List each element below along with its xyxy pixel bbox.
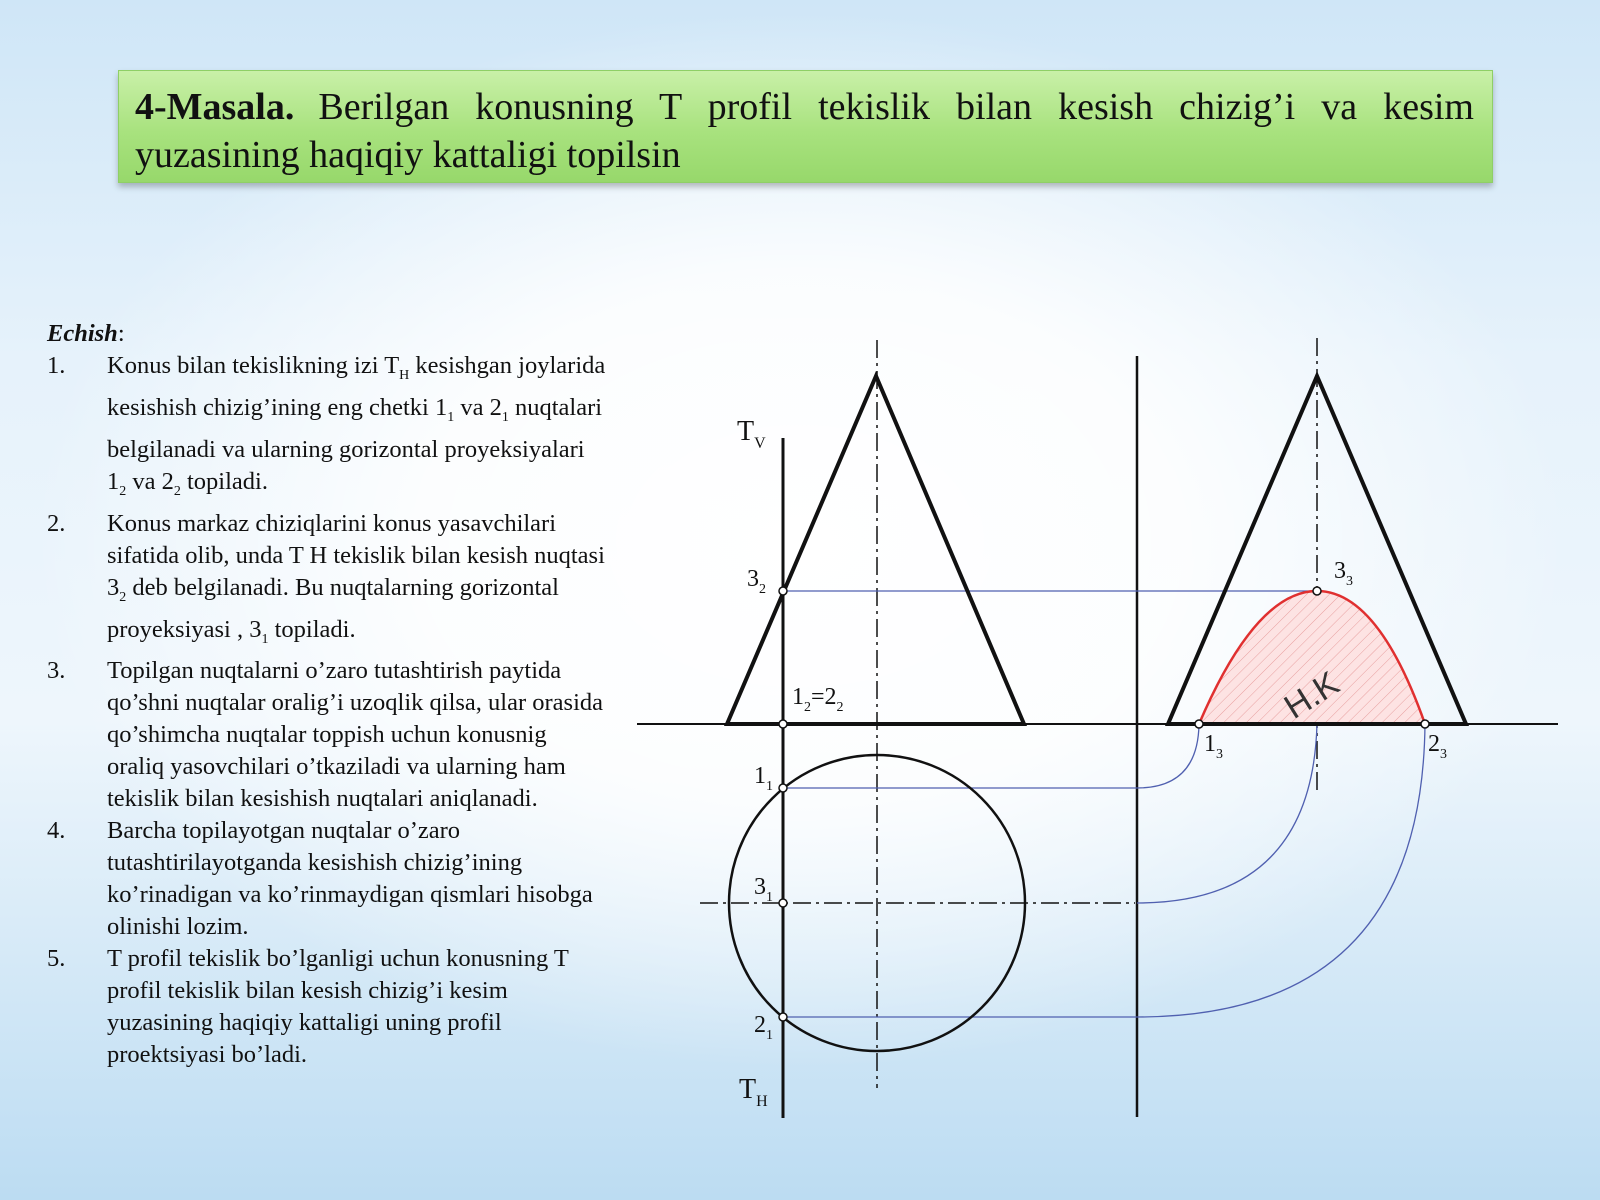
label-3-2: [747, 566, 766, 597]
label-sub: V: [754, 435, 766, 452]
step-number: 1.: [47, 352, 66, 379]
label-main: 3: [747, 566, 759, 592]
point-3-1: [779, 899, 787, 907]
step-text: Barcha topilayotgan nuqtalar o’zaro tutashtirilayotganda kesishish chizig’ining ko’rinadigan va ko’rinmaydigan qismlari hisobga olinishi lozim.: [107, 817, 593, 941]
step-text: Konus markaz chiziqlarini konus yasavchilari sifatida olib, unda T H tekislik bilan kesish nuqtasi $3_2$ deb belgilanadi. Bu nuqtalarning gorizontal proyeksiyasi , $3_1$ topiladi.: [107, 509, 605, 647]
cone-front-view: [727, 376, 1024, 724]
task-statement: Berilgan konusning T profil tekislik bilan kesish chizig’i va kesim yuzasining haqiqiy kattaligi topilsin: [135, 86, 1474, 176]
step-number: 4.: [47, 817, 66, 845]
label-sub: H: [756, 1093, 768, 1110]
point-1-3: [1195, 720, 1203, 728]
transfer-arc-3: [1137, 724, 1317, 903]
label-sub: 3: [1216, 747, 1223, 762]
label-sub: 3: [1346, 574, 1353, 589]
point-3-3: [1313, 587, 1321, 595]
label-3-3: [1334, 558, 1353, 589]
point-2-3: [1421, 720, 1429, 728]
label-a: 1: [792, 684, 804, 710]
label-eq: =: [811, 684, 825, 710]
label-sub: 1: [766, 890, 773, 905]
step-text: Topilgan nuqtalarni o’zaro tutashtirish paytida qo’shni nuqtalar oralig’i uzoqlik qilsa, ular orasida qo’shimcha nuqtalar toppish uchun konusnig oraliq yasovchilari o’tkaziladi va ularning ham tekislik bilan kesishish nuqtalari aniqlanadi.: [107, 657, 604, 813]
label-1-3: [1204, 731, 1223, 762]
step-text: Konus bilan tekislikning izi $T_H$ kesishgan joylarida kesishish chizig’ining eng chetki $1_1$ va $2_1$ nuqtalari belgilanadi va ularning gorizontal proyeksiyalari $1_2$ va $2_2$ topiladi.: [107, 352, 606, 499]
label-main: 3: [754, 874, 766, 900]
label-main: 2: [1428, 731, 1440, 757]
label-2-1: [754, 1012, 773, 1043]
step-number: 2.: [47, 509, 66, 537]
transfer-arc-2: [783, 724, 1425, 1017]
label-1-1: [754, 763, 773, 794]
label-b: 2: [824, 684, 837, 710]
point-1-1: [779, 784, 787, 792]
label-sub: 2: [759, 582, 766, 597]
step-number: 3.: [47, 657, 66, 685]
label-main: 1: [1204, 731, 1216, 757]
label-main: T: [737, 416, 755, 447]
label-main: 1: [754, 763, 766, 789]
label-12-22: [792, 684, 844, 715]
point-3-2: [779, 587, 787, 595]
label-sub: 3: [1440, 747, 1447, 762]
label-b-sub: 2: [836, 700, 844, 715]
step-text: T profil tekislik bo’lganligi uchun konusning T profil tekislik bilan kesish chizig’i kesim yuzasining haqiqiy kattaligi uning profil proektsiyasi bo’ladi.: [107, 945, 569, 1069]
label-a-sub: 2: [804, 700, 811, 715]
label-main: T: [739, 1074, 757, 1105]
label-tv: [737, 416, 766, 452]
section-label-hk: H.K: [1277, 664, 1346, 727]
point-2-1: [779, 1013, 787, 1021]
label-main: 2: [754, 1012, 766, 1038]
point-12-22: [779, 720, 787, 728]
solution-heading: Echish: [47, 320, 118, 347]
step-number: 5.: [47, 945, 66, 973]
label-sub: 1: [766, 779, 773, 794]
label-3-1: [754, 874, 773, 905]
label-2-3: [1428, 731, 1447, 762]
label-sub: 1: [766, 1028, 773, 1043]
solution-heading-colon: :: [117, 320, 125, 347]
task-number: 4-Masala.: [135, 86, 295, 128]
label-th: [739, 1074, 768, 1110]
label-main: 3: [1334, 558, 1346, 584]
